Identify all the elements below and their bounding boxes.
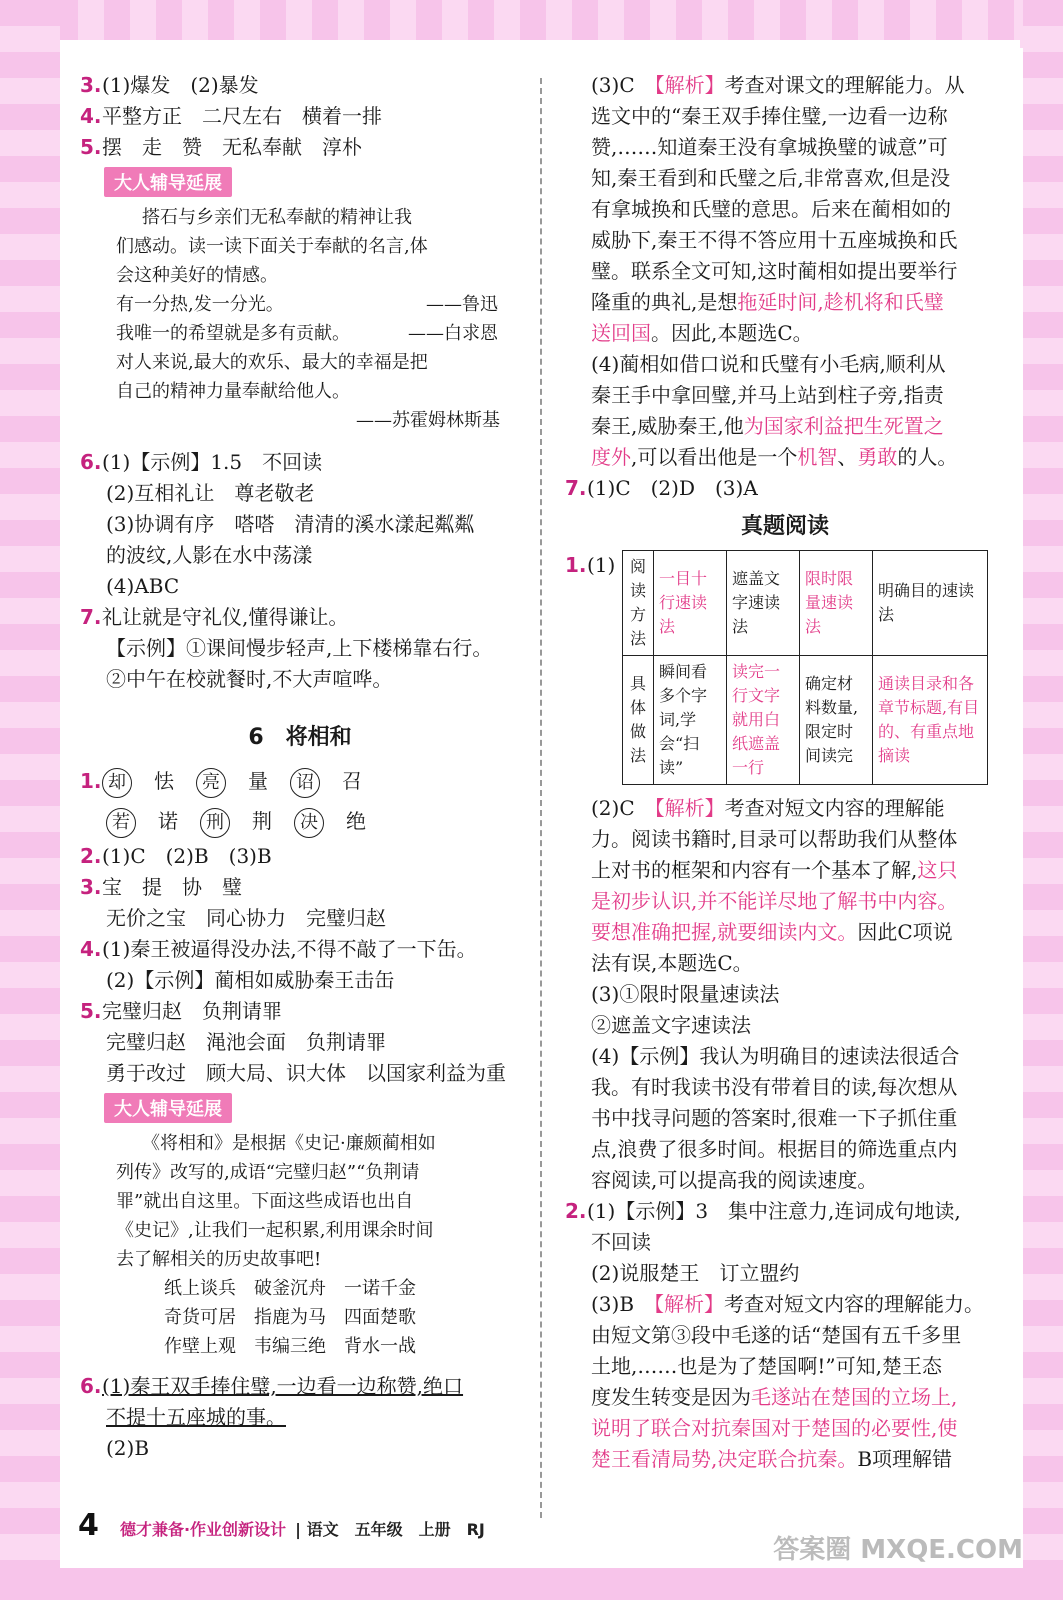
plain-char: 量 [248,769,268,793]
analysis-line: 隆重的典礼,是想拖延时间,趁机将和氏璧 [591,290,944,314]
analysis-line: 上对书的框架和内容有一个基本了解,这只 [591,858,958,882]
reading-table-block [565,550,1005,785]
analysis-line: (4)蔺相如借口说和氏璧有小毛病,顺利从 [591,352,946,376]
s-answer-2: 2.(1)C (2)B (3)B [80,844,272,868]
quote: 对人来说,最大的欢乐、最大的幸福是把 [116,352,428,373]
s-answer-3: 3.宝 提 协 璧 [80,875,242,899]
table-cell: 读完一行文字就用白纸遮盖一行 [727,656,800,785]
analysis-2-3: (3)B 【解析】考查对短文内容的理解能力。 [591,1292,985,1316]
analysis-line: 秦王,威胁秦王,他为国家利益把生死置之 [591,414,944,438]
page-border-left [0,0,60,1600]
answer-line: (2)互相礼让 尊老敬老 [106,481,315,505]
table-cell: 确定材料数量,限定时间读完 [800,656,873,785]
extension-text: 搭石与乡亲们无私奉献的精神让我 [142,207,412,228]
answer-line: (3)①限时限量速读法 [591,982,780,1006]
right-column [565,70,1005,1475]
page-footer [78,1508,485,1543]
analysis-line: 威胁下,秦王不得不答应用十五座城换和氏 [591,228,958,252]
analysis-1-2: (2)C 【解析】考查对短文内容的理解能 [591,796,945,820]
circled-char: 诏 [290,768,320,798]
page-border-bottom [0,1568,1063,1600]
table-cell: 明确目的速读法 [873,551,988,656]
answer-line: (3)协调有序 嗒嗒 清清的溪水漾起粼粼 [106,512,475,536]
table-cell: 遮盖文字速读法 [727,551,800,656]
page-border-right [1023,0,1063,1600]
page-number: 4 [78,1508,99,1543]
analysis-line: 力。阅读书籍时,目录可以帮助我们从整体 [591,827,958,851]
answer-line: 【示例】①课间慢步轻声,上下楼梯靠右行。 [106,636,493,660]
analysis-line: 法有误,本题选C。 [591,951,753,975]
answer-line: 不提十五座城的事。 [106,1405,286,1429]
table-cell: 一目十行速读法 [654,551,727,656]
answer-line: (2)B [106,1436,150,1460]
answer-line: ②遮盖文字速读法 [591,1013,751,1037]
analysis-line: 土地,……也是为了楚国啊!”可知,楚王态 [591,1354,942,1378]
analysis-line: 选文中的“秦王双手捧住璧,一边看一边称 [591,104,948,128]
circled-char: 刑 [200,808,230,838]
s-answer-5: 5.完璧归赵 负荆请罪 [80,999,282,1023]
answer-line: 勇于改过 顾大局、识大体 以国家利益为重 [106,1061,506,1085]
quote-author: ——苏霍姆林斯基 [356,410,500,431]
idiom-row: 奇货可居 指鹿为马 四面楚歌 [164,1307,416,1328]
analysis-line: 有拿城换和氏璧的意思。后来在蔺相如的 [591,197,951,221]
quote: 有一分热,发一分光。 ——鲁迅 [116,294,498,315]
analysis-line: 知,秦王看到和氏璧之后,非常喜欢,但是没 [591,166,951,190]
book-info: | 语文 五年级 上册 RJ [295,1520,485,1539]
idiom-row: 纸上谈兵 破釜沉舟 一诺千金 [164,1278,416,1299]
analysis-line: 是初步认识,并不能详尽地了解书中内容。 [591,889,958,913]
plain-char: 荆 [252,809,272,833]
answer-5: 5.摆 走 赞 无私奉献 淳朴 [80,135,362,159]
s-answer-6: 6.(1)秦王双手捧住璧,一边看一边称赞,绝口 [80,1374,464,1398]
circled-char: 决 [294,808,324,838]
extension-text: 会这种美好的情感。 [116,265,278,286]
table-cell: 限时限量速读法 [800,551,873,656]
column-divider [540,78,542,1518]
table-label: 阅读方法 [623,551,654,656]
answer-4: 4.平整方正 二尺左右 横着一排 [80,104,382,128]
analysis-line: 楚王看清局势,决定联合抗秦。B项理解错 [591,1447,953,1471]
extension-text: 《将相和》是根据《史记·廉颇蔺相如 [142,1133,436,1154]
answer-line: (2)【示例】蔺相如威胁秦王击缶 [106,968,395,992]
answer-line: 书中找寻问题的答案时,很难一下子抓住重 [591,1106,958,1130]
plain-char: 诺 [158,809,178,833]
answer-line: 不回读 [591,1230,651,1254]
answer-line: 完璧归赵 渑池会面 负荆请罪 [106,1030,386,1054]
answer-line: 我。有时我读书没有带着目的读,每次想从 [591,1075,958,1099]
watermark: 答案圈 MXQE.COM [773,1535,1023,1565]
plain-char: 召 [342,769,362,793]
answer-6: 6.(1)【示例】1.5 不回读 [80,450,323,474]
answer-line: 的波纹,人影在水中荡漾 [106,543,313,567]
analysis-line: 送回国。因此,本题选C。 [591,321,813,345]
table-question: 1.(1) [565,553,616,577]
answer-2: 2.(1)【示例】3 集中注意力,连词成句地读, [565,1199,961,1223]
analysis-line: 秦王手中拿回璧,并马上站到柱子旁,指责 [591,383,944,407]
analysis-line: 由短文第③段中毛遂的话“楚国有五千多里 [591,1323,962,1347]
circled-char: 亮 [196,768,226,798]
analysis-line: 赞,……知道秦王没有拿城换璧的诚意”可 [591,135,948,159]
left-column [80,70,520,1464]
answer-7: 7.(1)C (2)D (3)A [565,476,758,500]
plain-char: 怯 [154,769,174,793]
answer-line: (2)说服楚王 订立盟约 [591,1261,800,1285]
circled-char: 却 [102,768,132,798]
series-name: 德才兼备·作业创新设计 [119,1520,287,1539]
answer-line: (4)ABC [106,574,180,598]
extension-badge: 大人辅导延展 [104,167,232,197]
reading-method-table [622,550,988,785]
quote: 我唯一的希望就是多有贡献。 ——白求恩 [116,323,498,344]
answer-line: 容阅读,可以提高我的阅读速度。 [591,1168,878,1192]
analysis-3: (3)C 【解析】考查对课文的理解能力。从 [591,73,965,97]
extension-text: 《史记》,让我们一起积累,利用课余时间 [116,1220,434,1241]
quote: 自己的精神力量奉献给他人。 [116,381,350,402]
char-row-2 [80,801,520,841]
table-cell: 通读目录和各章节标题,有目的、有重点地摘读 [873,656,988,785]
analysis-line: 度外,可以看出他是一个机智、勇敢的人。 [591,445,958,469]
answer-line: 无价之宝 同心协力 完璧归赵 [106,906,386,930]
table-cell: 瞬间看多个字词,学会“扫读” [654,656,727,785]
answer-7: 7.礼让就是守礼仪,懂得谦让。 [80,605,349,629]
s-answer-4: 4.(1)秦王被逼得没办法,不得不敲了一下缶。 [80,937,477,961]
answer-line: 点,浪费了很多时间。根据目的筛选重点内 [591,1137,958,1161]
extension-text: 列传》改写的,成语“完璧归赵”“负荆请 [116,1162,420,1183]
extension-text: 们感动。读一读下面关于奉献的名言,体 [116,236,428,257]
section-title: 6 将相和 [248,725,352,750]
answer-line: ②中午在校就餐时,不大声喧哗。 [106,667,393,691]
analysis-line: 度发生转变是因为毛遂站在楚国的立场上, [591,1385,958,1409]
table-label: 具体做法 [623,656,654,785]
extension-badge: 大人辅导延展 [104,1093,232,1123]
char-row-1: 1. 却 怯 亮 量 诏 召 [80,761,520,801]
answer-3: 3.(1)爆发 (2)暴发 [80,73,259,97]
extension-text: 去了解相关的历史故事吧! [116,1249,322,1270]
analysis-line: 说明了联合对抗秦国对于楚国的必要性,使 [591,1416,958,1440]
idiom-row: 作壁上观 韦编三绝 背水一战 [164,1336,416,1357]
section-title: 真题阅读 [740,514,829,539]
analysis-line: 要想准确把握,就要细读内文。因此C项说 [591,920,953,944]
answer-line: (4)【示例】我认为明确目的速读法很适合 [591,1044,960,1068]
analysis-line: 璧。联系全文可知,这时蔺相如提出要举行 [591,259,958,283]
plain-char: 绝 [346,809,366,833]
extension-text: 罪”就出自这里。下面这些成语也出自 [116,1191,414,1212]
circled-char: 若 [106,808,136,838]
